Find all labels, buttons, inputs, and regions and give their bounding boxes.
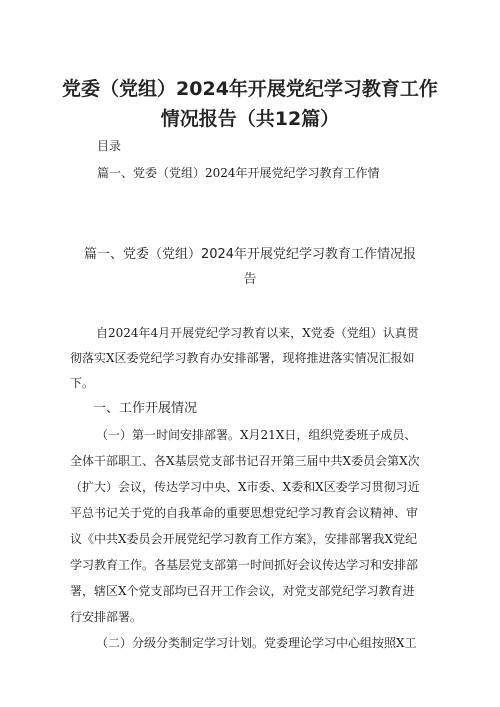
- heading-work-progress: 一、工作开展情况: [93, 401, 198, 416]
- document-title-line-2: 情况报告（共12篇）: [160, 108, 340, 130]
- toc-label: 目录: [97, 139, 122, 153]
- intro-line-2: 彻落实X区委党纪学习教育办安排部署，现将推进落实情况汇报如: [70, 351, 415, 365]
- intro-line-3: 下。: [70, 376, 95, 390]
- toc-item[interactable]: 篇一、党委（党组）2024年开展党纪学习教育工作情: [97, 166, 380, 180]
- section-title-line-1: 篇一、党委（党组）2024年开展党纪学习教育工作情况报: [83, 247, 417, 262]
- paragraph-1-line-8: 行安排部署。: [70, 610, 143, 624]
- paragraph-1-line-5: 议《中共X委员会开展党纪学习教育工作方案》，安排部署我X党纪: [70, 532, 418, 546]
- paragraph-1-line-7: 署，辖区X个党支部均已召开工作会议，对党支部党纪学习教育进: [70, 584, 415, 598]
- paragraph-1-line-2: 全体干部职工、各X基层党支部书记召开第三届中共X委员会第X次: [70, 454, 420, 468]
- document-title-line-1: 党委（党组）2024年开展党纪学习教育工作: [62, 78, 438, 100]
- paragraph-2-line-1: （二）分级分类制定学习计划。党委理论学习中心组按照X工: [96, 636, 417, 650]
- paragraph-1-line-6: 学习教育工作。各基层党支部第一时间抓好会议传达学习和安排部: [70, 558, 419, 572]
- intro-line-1: 自2024年4月开展党纪学习教育以来，X党委（党组）认真贯: [96, 326, 419, 340]
- paragraph-1-line-4: 平总书记关于党的自我革命的重要思想党纪学习教育会议精神、审: [70, 506, 419, 520]
- paragraph-1-line-1: （一）第一时间安排部署。X月21X日，组织党委班子成员、: [96, 428, 417, 442]
- section-title-line-2: 告: [243, 272, 257, 287]
- paragraph-1-line-3: （扩大）会议，传达学习中央、X市委、X委和X区委学习贯彻习近: [70, 480, 420, 494]
